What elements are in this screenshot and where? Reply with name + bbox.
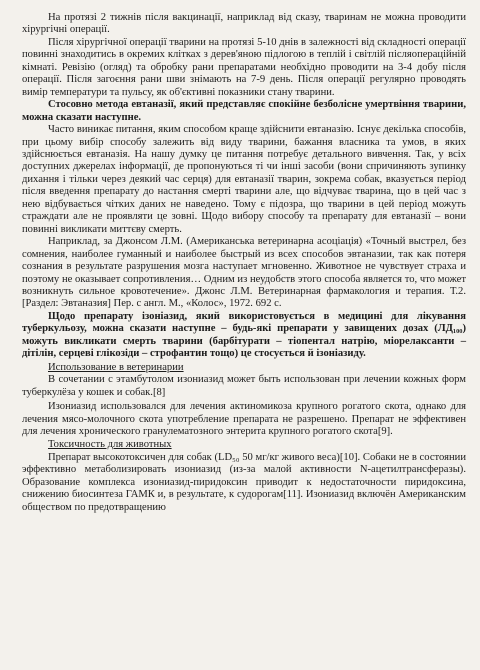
paragraph-actinomycosis: Изониазид использовался для лечения актиномикоза крупного рогатого скота, однако для лечения мясо-молочного скота употребление препарата не разрешено. Препарат не эффективен для лечения хронического гранулематозного энтерита крупного рогатого скота[9].: [22, 401, 466, 437]
paragraph-euthanasia-intro: Стосовно метода евтаназії, який представляє спокійне безболісне умертвіння тварини, можна сказати наступне.: [22, 99, 466, 123]
paragraph-isoniazid: Щодо препарату ізоніазид, який використовується в медицині для лікування туберкульозу, можна сказати наступне – будь-які препарати у завищених дозах (ЛД₁₀₀) можуть викликати смерть тварини (барбітурати – тіопентал натрію, міорелаксанти – дітілін, серцеві глікозіди – строфантин тощо) це стосується й ізоніазиду.: [22, 310, 466, 360]
paragraph-jones-quote: Наприклад, за Джонсом Л.М. (Американська ветеринарна асоціація) «Точный выстрел, без сомнения, наиболее гуманный и наиболее быстрый из всех способов эвтаназии, так как потеря сознания в результате разрушения мозга наступает мгновенно. Животное не чувствует страха и поэтому не оказывает сопротивления… Одним из неудобств этого способа является то, что может возникнуть сильное кровотечение». Джонс Л.М. Ветеринарная фармакология и терапия. Т.2.[Раздел: Эвтаназия] Пер. с англ. М., «Колос», 1972. 692 с.: [22, 236, 466, 310]
paragraph-ethambutol: В сочетании с этамбутолом изониазид может быть использован при лечении кожных форм туберкулёза у кошек и собак.[8]: [22, 374, 466, 398]
paragraph-vaccination: На протязі 2 тижнів після вакцинації, наприклад від сказу, тваринам не можна проводити хірургічні операції.: [22, 12, 466, 36]
section-heading-toxicity: Токсичность для животных: [48, 439, 172, 451]
paragraph-postoperative-care: Після хірургічної операції тварини на протязі 5-10 днів в залежності від складності операції повинні знаходитись в окремих клітках з дерев'яною підлогою в теплій і світлій післяопераційній кімнаті. Ревізію (огляд) та обробку рани препаратами необхідно проводити на 3-4 добу після операції. Після загоєння рани шви знімають на 7-9 день. Після операції регулярно проводять вимір температури та пульсу, як об'єктивні показники стану тварини.: [22, 36, 466, 98]
paragraph-euthanasia-methods: Часто виникає питання, яким способом краще здійснити евтаназію. Існує декілька способів, при цьому вибір способу залежить від виду тварини, бажання власника та умов, в яких здійснюється евтаназія. На нашу думку це питання потребує детального вивчення. Так, у всіх доступних джерелах інформації, де пропонуються ті чи інші засоби (вони спричиняють зупинку дихання і тільки через деякий час серця) для евтаназії тварин, зокрема собак, вказується період після введення препарату до настання смерті тварини але, що відчуває тварина, що в цей час з нею відбувається чітких даних не наведено. Тому є підозра, що тварини в цей період можуть страждати але не проявляти це зовні. Щодо вибору способу та препарату для евтаназії – вони повинні викликати миттєву смерть.: [22, 124, 466, 235]
section-heading-veterinary-use: Использование в ветеринарии: [48, 361, 184, 373]
paragraph-toxicity: Препарат высокотоксичен для собак (LD₅₀ 50 мг/кг живого веса)[10]. Собаки не в состоянии эффективно метаболизировать изониазид (из-за малой активности N-ацетилтрансферазы). Образование комплекса изониазид-пиридоксин приводит к недостаточности пиридоксина, снижению биосинтеза ГАМК и, в результате, к судорогам[11]. Изониазид включён Американским обществом по предотвращению: [22, 451, 466, 513]
